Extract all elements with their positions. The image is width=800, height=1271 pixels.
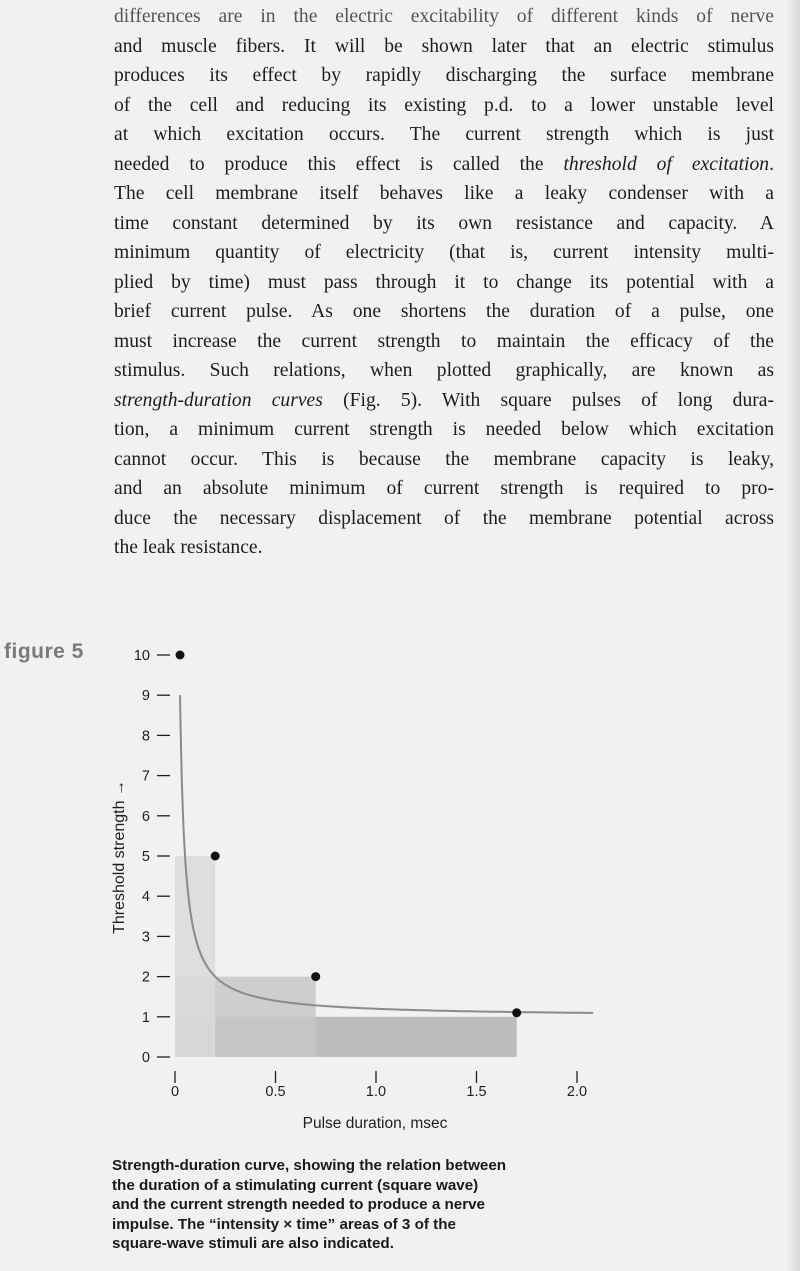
y-tick-label: 10 [133, 648, 150, 664]
y-tick-label: 7 [141, 768, 150, 785]
chart-points [176, 651, 522, 1018]
text-run: duce the necessary displacement of the membrane potential across [114, 507, 774, 529]
caption-line: and the current strength needed to produce a nerve [112, 1196, 486, 1213]
x-axis [171, 1071, 587, 1100]
text-run: brief current pulse. As one shortens the duration of a pulse, one [114, 301, 774, 322]
x-tick-label: 2.0 [566, 1084, 588, 1100]
x-tick-label: 0 [170, 1084, 180, 1100]
text-run: at which excitation occurs. The current strength which is just [114, 124, 774, 145]
y-tick-label: 4 [141, 889, 150, 906]
x-axis-label: Pulse duration, msec [302, 1115, 448, 1132]
figure-label: figure 5 [4, 640, 84, 663]
text-run: The cell membrane itself behaves like a leaky condenser with a [114, 183, 774, 204]
text-run: plied by time) must pass through it to change its potential with a [114, 271, 774, 293]
text-run: minimum quantity of electricity (that is, current intensity multi- [114, 242, 774, 263]
text-run: and an absolute minimum of current strength is required to pro- [114, 478, 774, 499]
text-run: and muscle fibers. It will be shown later that an electric stimulus [114, 35, 774, 57]
x-tick-label: 1.0 [365, 1084, 387, 1100]
caption-line: impulse. The “intensity × time” areas of 3 of the [112, 1215, 456, 1233]
data-point [211, 852, 220, 861]
data-point [311, 972, 320, 981]
italic-term: threshold of excitation [563, 153, 770, 175]
y-axis-label: Threshold strength → [111, 780, 128, 934]
figure-caption [112, 1156, 612, 1254]
caption-line: the duration of a stimulating current (square wave) [112, 1176, 479, 1194]
text-run: (Fig. 5). With square pulses of long dura- [322, 389, 774, 411]
y-tick-label: 3 [141, 929, 150, 946]
data-point [512, 1008, 521, 1017]
chart-areas [175, 856, 517, 1057]
y-tick-label: 0 [141, 1050, 150, 1066]
x-tick-label: 0.5 [265, 1084, 286, 1100]
y-tick-label: 2 [141, 969, 150, 986]
y-tick-label: 5 [141, 849, 150, 865]
text-run: time constant determined by its own resistance and capacity. A [114, 212, 774, 234]
y-axis [134, 648, 170, 1066]
text-run: cannot occur. This is because the membrane capacity is leaky, [114, 448, 774, 470]
y-tick-label: 6 [141, 808, 150, 825]
intensity-time-area [175, 856, 215, 1057]
text-run: the leak resistance. [114, 537, 263, 558]
y-tick-label: 1 [141, 1009, 150, 1026]
data-point [176, 651, 185, 660]
text-run: . [769, 153, 774, 175]
x-tick-label: 1.5 [466, 1084, 487, 1100]
text-run: must increase the current strength to maintain the efficacy of the [114, 330, 774, 352]
text-run: needed to produce this effect is called the [114, 153, 564, 175]
y-tick-label: 9 [141, 688, 150, 705]
caption-line: square-wave stimuli are also indicated. [112, 1235, 394, 1252]
y-tick-label: 8 [141, 728, 150, 745]
italic-term: strength-duration curves [114, 389, 323, 411]
text-run: stimulus. Such relations, when plotted graphically, are known as [114, 360, 774, 381]
text-run: tion, a minimum current strength is needed below which excitation [114, 419, 774, 440]
caption-line: Strength-duration curve, showing the relation between [112, 1157, 507, 1174]
strength-duration-curve [180, 695, 593, 1013]
text-run: of the cell and reducing its existing p.d. to a lower unstable level [114, 94, 774, 116]
text-run: produces its effect by rapidly discharging the surface membrane [114, 65, 774, 86]
text-run: differences are in the electric excitability of different kinds of nerve [114, 6, 774, 27]
